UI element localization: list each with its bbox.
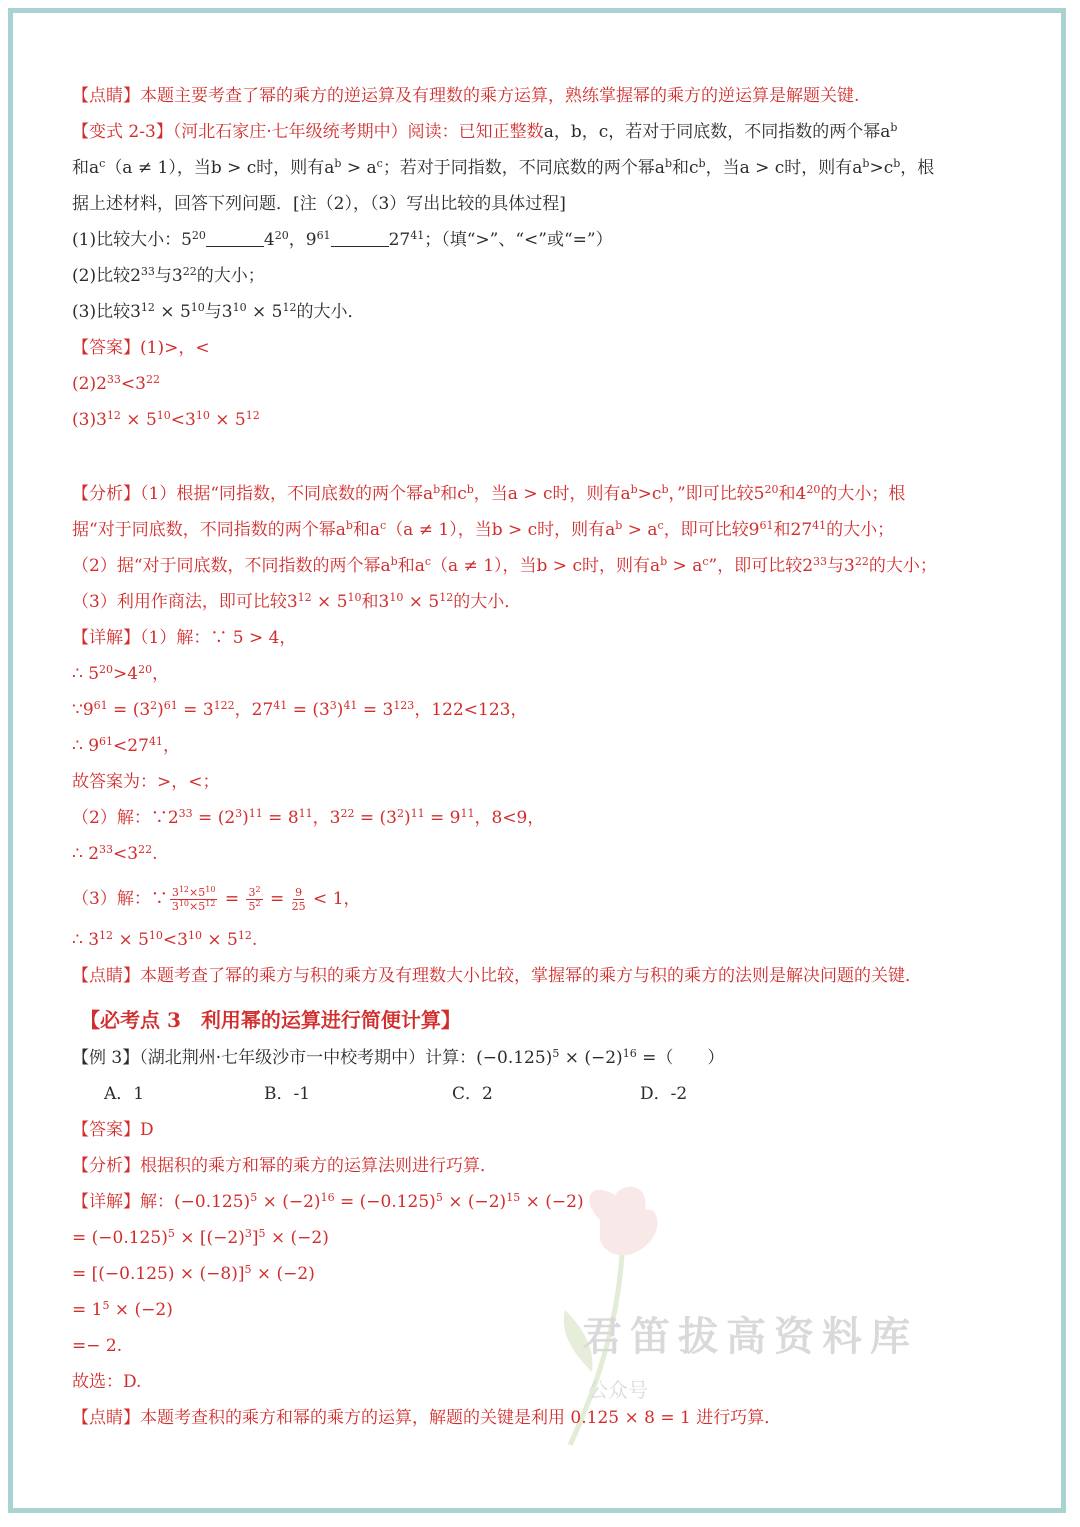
example-3-solution-3: = $[(-0.125) \times (-8)]^5 \times (-2)$ xyxy=(72,1263,315,1284)
watermark-subtext: 公众号 xyxy=(588,1378,648,1402)
choice-list xyxy=(72,1080,1012,1116)
choice-d: D．-2 xyxy=(640,1084,688,1104)
problem-line-2: 和$a^c(a \ne 1)$，当b > c时，则有$a^b > a^c$；若对于同指数，不同底数的两个幂$a^b$和$c^b$，当a > c时，则有$a^b>c^b$，根 xyxy=(72,157,935,178)
example-3-solution-2: = $(-0.125)^5 \times [(-2)^3]^5 \times (-2)$ xyxy=(72,1227,329,1248)
problem-line-3: 据上述材料，回答下列问题．[注（2），（3）写出比较的具体过程] xyxy=(72,194,566,214)
solution-line-4: ∴ $9^{61}<27^{41}$， xyxy=(72,735,180,756)
example-3-answer: 【答案】D xyxy=(72,1120,154,1140)
question-1: (1)比较大小：$5^{20}$ $4^{20}$，$9^{61}$ $27^{41}$；（填“>”、“<”或“=”） xyxy=(72,229,613,250)
example-3-solution-6: 故选：D. xyxy=(72,1372,142,1392)
question-2: (2)比较$2^{33}$与$3^{22}$的大小； xyxy=(72,265,265,286)
problem-header: 【变式 2-3】（河北石家庄·七年级统考期中）阅读：已知正整数a，b，c，若对于同底数，不同指数的两个幂$a^b$ xyxy=(72,121,898,142)
analysis-line-1: 【分析】（1）根据“同指数，不同底数的两个幂$a^b$和$c^b$，当a > c时，则有$a^b>c^b$，”即可比较$5^{20}$和$4^{20}$的大小；根 xyxy=(72,483,906,504)
answer-blank xyxy=(331,230,389,247)
solution-line-5: 故答案为：>，<； xyxy=(72,772,220,792)
document-body xyxy=(72,82,1012,1440)
comment-line-3: 【点睛】本题考查积的乘方和幂的乘方的运算，解题的关键是利用 0.125 × 8 = 1 进行巧算． xyxy=(72,1408,782,1428)
section-heading: 【必考点 3 利用幂的运算进行简便计算】 xyxy=(80,1008,461,1032)
analysis-line-3: （2）据“对于同底数，不同指数的两个幂$a^b$和$a^c(a \ne 1)$，当b > c时，则有$a^b > a^c$”，即可比较$2^{33}$与$3^{22}$的大小； xyxy=(72,555,937,576)
question-3: (3)比较$3^{12} \times 5^{10}$与$3^{10} \times 5^{12}$的大小． xyxy=(72,301,365,322)
answer-line-1: 【答案】(1)>，< xyxy=(72,338,210,358)
choice-a: A．1 xyxy=(104,1084,145,1104)
solution-line-2: ∴ $5^{20}>4^{20}$， xyxy=(72,663,170,684)
answer-blank xyxy=(206,230,264,247)
fraction: $\frac{3^2}{5^2}$ xyxy=(248,885,261,913)
solution-line-3: $\because 9^{61} = (3^2)^{61} = 3^{122}$，$27^{41} = (3^3)^{41} = 3^{123}$，122<123， xyxy=(72,699,528,720)
solution-line-6: （2）解：$\because 2^{33} = (2^3)^{11} = 8^{11}$，$3^{22} = (3^2)^{11} = 9^{11}$，8<9， xyxy=(72,807,545,828)
solution-line-8: （3）解：∵ $\frac{3^{12}\times 5^{10}}{3^{10}\times 5^{12}}$ = $\frac{3^2}{5^2}$ = $\frac{9}{25}$ < 1， xyxy=(72,885,361,913)
analysis-line-2: 据“对于同底数，不同指数的两个幂$a^b$和$a^c(a \ne 1)$，当b > c时，则有$a^b > a^c$，即可比较$9^{61}$和$27^{41}$的大小； xyxy=(72,519,895,540)
example-3-solution-5: =− 2. xyxy=(72,1336,123,1356)
answer-line-3: $(3)3^{12} \times 5^{10}<3^{10} \times 5^{12}$ xyxy=(72,409,260,430)
fraction: $\frac{3^{12}\times 5^{10}}{3^{10}\times 5^{12}}$ xyxy=(171,885,216,913)
solution-line-9: ∴ $3^{12} \times 5^{10}<3^{10} \times 5^{12}$. xyxy=(72,929,258,950)
example-3-question: 【例 3】（湖北荆州·七年级沙市一中校考期中）计算：$(-0.125)^5 \times (-2)^{16}$ =（ ） xyxy=(72,1047,725,1068)
watermark-text: 君笛拔高资料库 xyxy=(582,1314,918,1360)
example-3-analysis: 【分析】根据积的乘方和幂的乘方的运算法则进行巧算． xyxy=(72,1156,497,1176)
example-3-solution-1: 【详解】解：$(-0.125)^5 \times (-2)^{16} = (-0.125)^5 \times (-2)^{15} \times (-2)$ xyxy=(72,1191,584,1212)
analysis-line-4: （3）利用作商法，即可比较$3^{12} \times 5^{10}$和$3^{10} \times 5^{12}$的大小． xyxy=(72,591,522,612)
solution-line-1: 【详解】（1）解：∵ 5 > 4， xyxy=(72,628,297,648)
answer-line-2: $(2)2^{33}<3^{22}$ xyxy=(72,373,160,394)
choice-b: B．-1 xyxy=(264,1084,311,1104)
solution-line-7: ∴ $2^{33}<3^{22}$. xyxy=(72,843,158,864)
fraction: $\frac{9}{25}$ xyxy=(291,886,306,913)
example-3-solution-4: = $1^5 \times (-2)$ xyxy=(72,1299,173,1320)
comment-line-1: 【点睛】本题主要考查了幂的乘方的逆运算及有理数的乘方运算，熟练掌握幂的乘方的逆运算是解题关键. xyxy=(72,86,860,106)
choice-c: C．2 xyxy=(452,1084,493,1104)
comment-line-2: 【点睛】本题考查了幂的乘方与积的乘方及有理数大小比较，掌握幂的乘方与积的乘方的法则是解决问题的关键． xyxy=(72,966,922,986)
